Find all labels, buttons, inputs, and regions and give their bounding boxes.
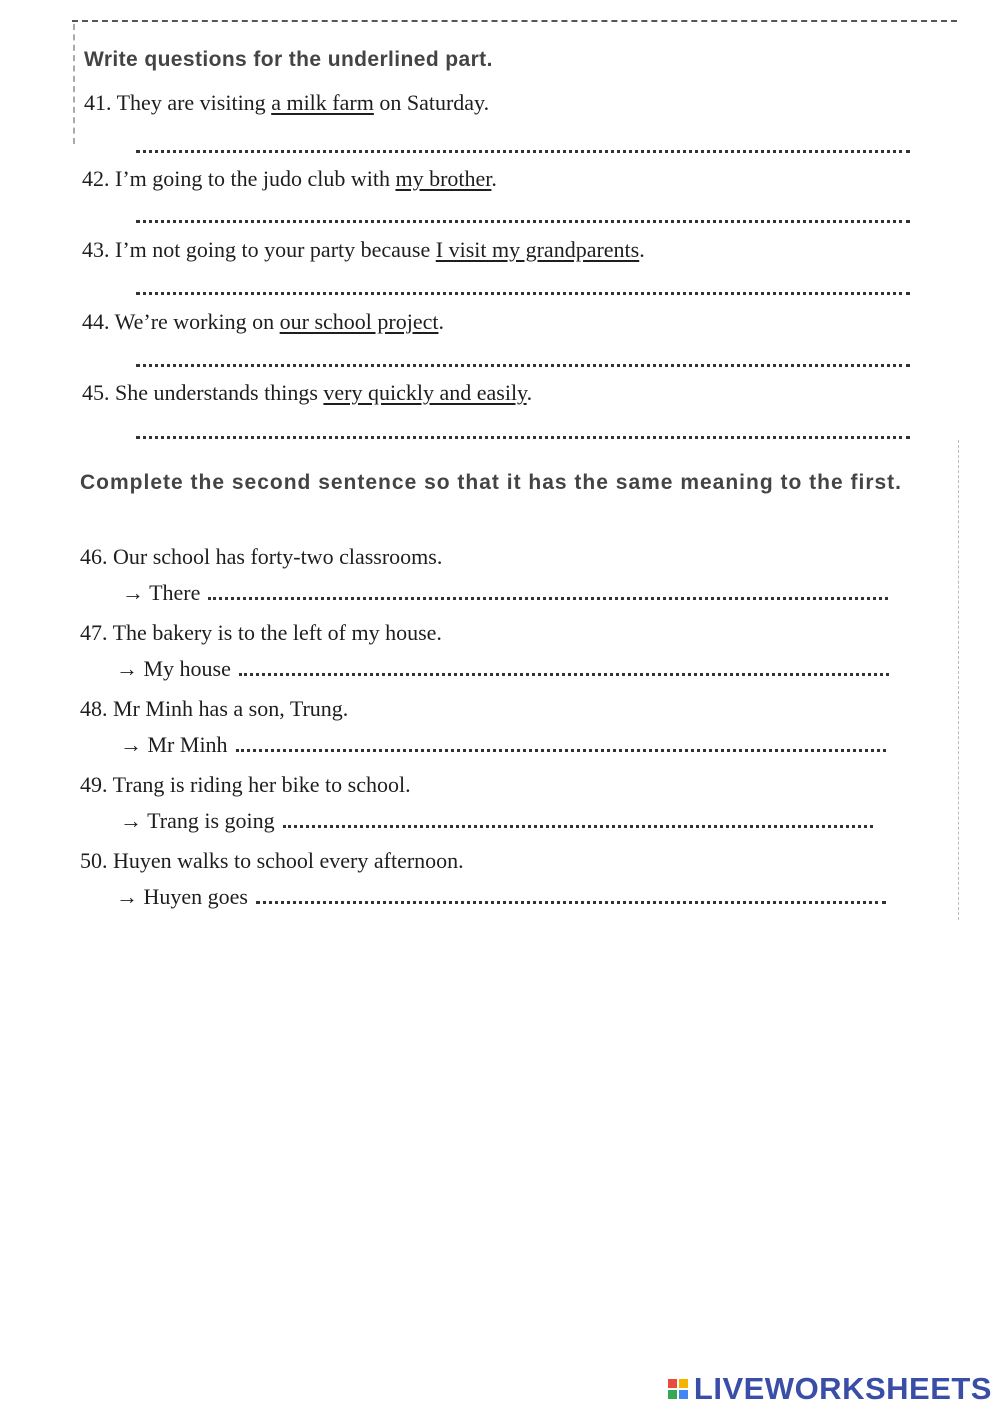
answer-line-42[interactable] <box>136 220 910 223</box>
question-44: 44. We’re working on our school project. <box>82 309 444 334</box>
answer-line-49[interactable] <box>283 825 873 828</box>
question-48: 48. Mr Minh has a son, Trung. <box>80 696 349 721</box>
answer-50: → Huyen goes <box>116 884 886 910</box>
question-43: 43. I’m not going to your party because I visit my grandparents. <box>82 237 645 262</box>
brand-text: LIVEWORKSHEETS <box>693 1371 992 1406</box>
answer-line-45[interactable] <box>136 436 910 439</box>
question-46: 46. Our school has forty-two classrooms. <box>80 544 443 569</box>
answer-46: → There <box>122 580 888 606</box>
answer-48: → Mr Minh <box>120 732 886 758</box>
underlined-part: a milk farm <box>271 90 374 115</box>
logo-square-green <box>668 1390 677 1399</box>
left-dashed-border <box>73 24 75 144</box>
answer-49: → Trang is going <box>120 808 873 834</box>
logo-square-red <box>668 1379 677 1388</box>
top-dashed-border <box>72 20 957 22</box>
question-45: 45. She understands things very quickly and easily. <box>82 380 533 405</box>
question-42: 42. I’m going to the judo club with my brother. <box>82 166 497 191</box>
answer-line-48[interactable] <box>236 749 886 752</box>
answer-47: → My house <box>116 656 889 682</box>
logo-square-yellow <box>679 1379 688 1388</box>
section1-instruction: Write questions for the underlined part. <box>84 48 493 71</box>
answer-line-43[interactable] <box>136 292 910 295</box>
section2-instruction: Complete the second sentence so that it has the same meaning to the first. <box>80 471 902 494</box>
underlined-part: very quickly and easily <box>323 380 527 405</box>
answer-line-41[interactable] <box>136 150 910 153</box>
answer-line-44[interactable] <box>136 364 910 367</box>
answer-line-50[interactable] <box>256 901 886 904</box>
question-41: 41. They are visiting a milk farm on Saturday. <box>84 90 490 115</box>
underlined-part: I visit my grandparents <box>435 237 640 262</box>
question-47: 47. The bakery is to the left of my house. <box>80 620 442 645</box>
logo-square-blue <box>679 1390 688 1399</box>
question-49: 49. Trang is riding her bike to school. <box>80 772 411 797</box>
answer-line-47[interactable] <box>239 673 889 676</box>
answer-line-46[interactable] <box>208 597 888 600</box>
right-dashed-border <box>958 440 959 920</box>
liveworksheets-logo <box>668 1371 992 1407</box>
underlined-part: our school project <box>279 309 439 334</box>
underlined-part: my brother <box>395 166 492 191</box>
question-50: 50. Huyen walks to school every afternoon. <box>80 848 464 873</box>
liveworksheets-logo-icon <box>668 1379 688 1399</box>
